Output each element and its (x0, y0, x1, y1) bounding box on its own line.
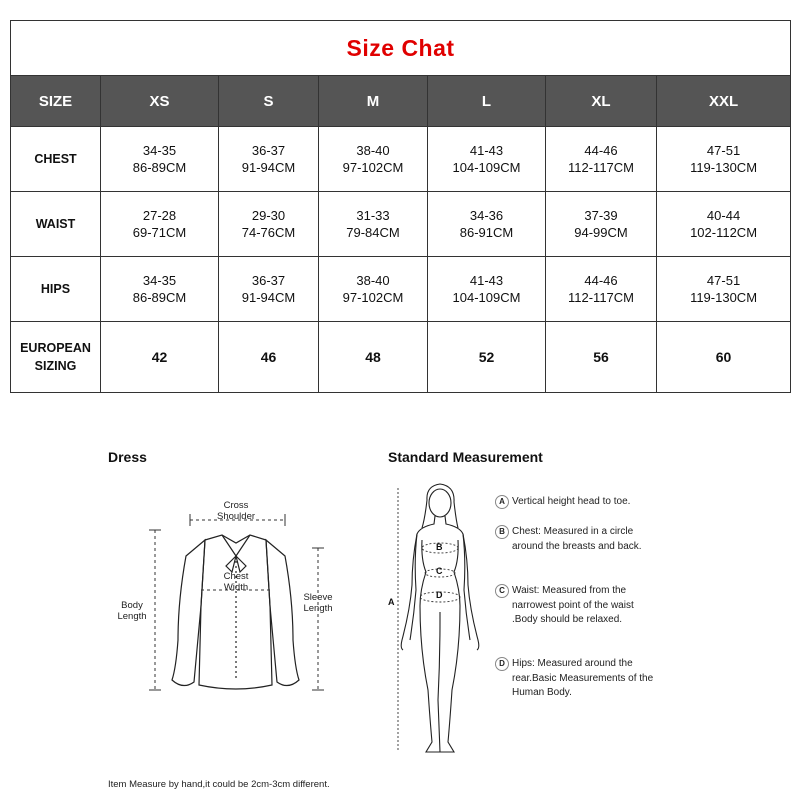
hips-inches: 38-40 (356, 273, 390, 288)
sleeve-length-text-1: Sleeve (303, 592, 333, 603)
chest-inches: 38-40 (356, 143, 390, 158)
chest-inches: 47-51 (706, 143, 741, 158)
legend-badge-a: A (495, 495, 509, 509)
waist-inches: 40-44 (706, 208, 741, 223)
chart-title: Size Chat (11, 21, 791, 76)
marker-d: D (436, 590, 443, 600)
chest-inches: 41-43 (469, 143, 504, 158)
waist-inches: 29-30 (251, 208, 286, 223)
hips-inches: 41-43 (469, 273, 504, 288)
waist-cell (101, 192, 219, 257)
size-header-xl: XL (546, 76, 657, 127)
chest-inches: 44-46 (584, 143, 618, 158)
size-header-l: L (428, 76, 546, 127)
chest-cm: 91-94CM (241, 160, 296, 175)
hips-cm: 104-109CM (452, 290, 521, 305)
head (429, 489, 451, 517)
chest-cm: 86-89CM (132, 160, 187, 175)
hips-cell (546, 257, 657, 322)
cross-shoulder-text-2: Shoulder (216, 511, 256, 522)
marker-c: C (436, 566, 443, 576)
chest-cell (428, 127, 546, 192)
hips-cm: 119-130CM (690, 290, 758, 305)
hips-inches: 47-51 (706, 273, 741, 288)
waist-inches: 34-36 (469, 208, 504, 223)
chest-label: CHEST (11, 127, 101, 192)
size-header-xs: XS (101, 76, 219, 127)
legend-text-c: Waist: Measured from the narrowest point of the waist .Body should be relaxed. (512, 585, 634, 625)
european-value: 48 (319, 322, 428, 393)
hips-label: HIPS (11, 257, 101, 322)
sleeve-length-text-2: Length (303, 603, 333, 614)
footnote: Item Measure by hand,it could be 2cm-3cm different. (108, 779, 330, 790)
sleeve-length-label (298, 592, 338, 614)
size-chart-table (10, 20, 791, 393)
chest-row (11, 127, 791, 192)
cross-shoulder-text-1: Cross (223, 500, 249, 511)
marker-a: A (388, 597, 395, 607)
european-value: 42 (101, 322, 219, 393)
chest-width-text-1: Chest (223, 571, 249, 582)
cross-shoulder-label (206, 500, 266, 522)
waist-cm: 69-71CM (132, 225, 187, 240)
size-header-m: M (319, 76, 428, 127)
hips-row (11, 257, 791, 322)
chest-cell (657, 127, 791, 192)
legend-item-a (495, 495, 655, 510)
waist-inches: 27-28 (142, 208, 177, 223)
marker-b: B (436, 542, 443, 552)
waist-cm: 86-91CM (459, 225, 514, 240)
waist-inches: 37-39 (584, 208, 618, 223)
waist-cell (319, 192, 428, 257)
european-value: 56 (546, 322, 657, 393)
chest-inches: 34-35 (142, 143, 177, 158)
size-header-s: S (219, 76, 319, 127)
legend-text-d: Hips: Measured around the rear.Basic Measurements of the Human Body. (512, 658, 654, 698)
waist-inches: 31-33 (356, 208, 390, 223)
hips-cm: 86-89CM (132, 290, 187, 305)
hips-cell (657, 257, 791, 322)
legend-item-d (495, 657, 655, 701)
body-length-label (112, 600, 152, 622)
european-label-line1: EUROPEAN (20, 341, 91, 355)
standard-section-title: Standard Measurement (388, 449, 543, 465)
legend-text-b: Chest: Measured in a circle around the breasts and back. (512, 526, 642, 552)
legend-badge-b: B (495, 525, 509, 539)
hips-cell (428, 257, 546, 322)
legend-item-c (495, 584, 655, 628)
hips-cell (319, 257, 428, 322)
waist-row (11, 192, 791, 257)
waist-cm: 74-76CM (241, 225, 296, 240)
size-header-xxl: XXL (657, 76, 791, 127)
waist-cm: 79-84CM (346, 225, 400, 240)
european-value: 60 (657, 322, 791, 393)
chest-cm: 112-117CM (568, 160, 634, 175)
waist-label: WAIST (11, 192, 101, 257)
legend-badge-d: D (495, 657, 509, 671)
waist-cell (428, 192, 546, 257)
hips-cm: 112-117CM (568, 290, 634, 305)
european-label (11, 322, 101, 393)
hips-inches: 36-37 (251, 273, 286, 288)
body-length-text-2: Length (117, 611, 147, 622)
size-header-label: SIZE (11, 76, 101, 127)
european-value: 46 (219, 322, 319, 393)
hips-inches: 34-35 (142, 273, 177, 288)
chest-cell (546, 127, 657, 192)
hips-cm: 91-94CM (241, 290, 296, 305)
chest-cm: 97-102CM (342, 160, 404, 175)
hips-inches: 44-46 (584, 273, 618, 288)
chest-cm: 119-130CM (690, 160, 758, 175)
dress-section-title: Dress (108, 449, 147, 465)
legend-badge-c: C (495, 584, 509, 598)
hips-cm: 97-102CM (342, 290, 404, 305)
chest-width-text-2: Width (223, 582, 249, 593)
european-row (11, 322, 791, 393)
european-value: 52 (428, 322, 546, 393)
body-figure-illustration (395, 478, 490, 760)
size-header-row (11, 76, 791, 127)
waist-cell (657, 192, 791, 257)
chest-width-label (212, 571, 260, 593)
chest-cm: 104-109CM (452, 160, 521, 175)
legend-item-b (495, 525, 655, 554)
chest-inches: 36-37 (251, 143, 286, 158)
body-length-text-1: Body (121, 600, 143, 611)
chest-cell (219, 127, 319, 192)
waist-cell (546, 192, 657, 257)
waist-cm: 94-99CM (574, 225, 628, 240)
hips-cell (101, 257, 219, 322)
waist-cm: 102-112CM (690, 225, 758, 240)
legend-text-a: Vertical height head to toe. (512, 496, 631, 507)
hips-cell (219, 257, 319, 322)
european-label-line2: SIZING (34, 359, 77, 373)
chest-cell (101, 127, 219, 192)
waist-cell (219, 192, 319, 257)
chest-cell (319, 127, 428, 192)
